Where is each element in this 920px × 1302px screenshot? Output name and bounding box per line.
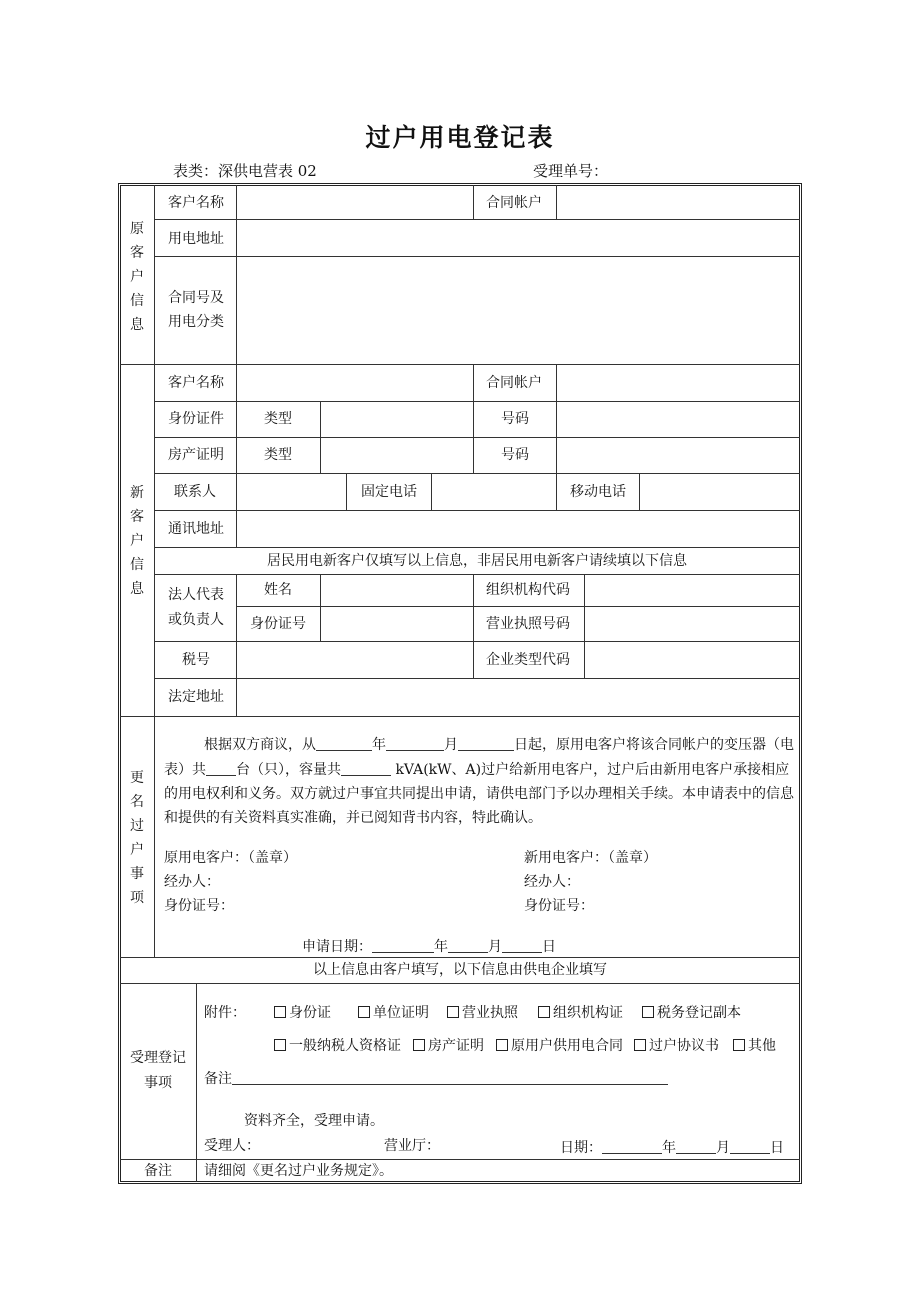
- transfer-section-label: 更名过户事项: [130, 770, 144, 906]
- legal-rep-label: 法人代表: [168, 587, 224, 603]
- attachment-checkbox[interactable]: 原用户供用电合同: [496, 1035, 623, 1055]
- footer-remark-label: 备注: [144, 1163, 172, 1179]
- attachment-checkbox[interactable]: 组织机构证: [538, 1002, 623, 1022]
- divider-note: 以上信息由客户填写，以下信息由供电企业填写: [313, 962, 607, 978]
- attachment-checkbox[interactable]: 身份证: [274, 1002, 331, 1022]
- transfer-paragraph-line1: 根据双方商议，从 年 月 日起，原用电客户将该合同帐户的变压器（电: [204, 737, 794, 753]
- receiver-label: 受理人：: [204, 1138, 260, 1154]
- landline-label: 固定电话: [361, 484, 417, 500]
- attachment-checkbox[interactable]: 营业执照: [447, 1002, 518, 1022]
- new-contract-account-label: 合同帐户: [486, 375, 542, 391]
- acceptance-remark-label: 备注: [204, 1070, 668, 1086]
- property-type-label: 类型: [264, 447, 292, 463]
- mobile-label: 移动电话: [570, 484, 626, 500]
- orig-contract-account-label: 合同帐户: [486, 195, 542, 211]
- attachment-checkbox[interactable]: 税务登记副本: [642, 1002, 741, 1022]
- apply-date: 申请日期： 年 月 日: [302, 939, 556, 955]
- footer-remark-text: 请细阅《更名过户业务规定》。: [204, 1163, 393, 1179]
- transfer-paragraph-line4: 和提供的有关资料真实准确，并已阅知背书内容，特此确认。: [164, 810, 542, 826]
- original-customer-section-label: 原客户信息: [130, 221, 144, 333]
- person-id-label: 身份证号: [250, 616, 306, 632]
- property-cert-label: 房产证明: [168, 447, 224, 463]
- attachment-checkbox[interactable]: 房产证明: [413, 1035, 484, 1055]
- org-code-label: 组织机构代码: [486, 582, 570, 598]
- id-doc-type-label: 类型: [264, 411, 292, 427]
- attachment-checkbox[interactable]: 过户协议书: [634, 1035, 719, 1055]
- attachments-label: 附件：: [204, 1005, 246, 1021]
- acceptance-section-label: 受理登记: [130, 1050, 186, 1066]
- residential-notice: 居民用电新客户仅填写以上信息，非居民用电新客户请续填以下信息: [267, 553, 687, 569]
- id-doc-label: 身份证件: [168, 411, 224, 427]
- orig-handler-label: 经办人：: [164, 874, 220, 890]
- business-license-label: 营业执照号码: [486, 616, 570, 632]
- acceptance-date: 日期： 年 月 日: [560, 1140, 784, 1156]
- tax-no-label: 税号: [182, 652, 210, 668]
- orig-customer-name-label: 客户名称: [168, 195, 224, 211]
- form-title: 过户用电登记表: [365, 123, 555, 152]
- transfer-paragraph-line3: 的用电权利和义务。双方就过户事宜共同提出申请，请供电部门予以办理相关手续。本申请表中的信息: [164, 786, 794, 802]
- attachment-checkbox[interactable]: 其他: [733, 1035, 776, 1055]
- orig-contract-no-label: 合同号及: [168, 290, 224, 306]
- legal-rep-label-2: 或负责人: [168, 612, 224, 628]
- id-doc-number-label: 号码: [501, 411, 529, 427]
- acceptance-section-label-2: 事项: [144, 1075, 172, 1091]
- new-handler-label: 经办人：: [524, 874, 580, 890]
- new-id-no-label: 身份证号：: [524, 898, 594, 914]
- person-name-label: 姓名: [264, 582, 292, 598]
- contact-label: 联系人: [174, 484, 216, 500]
- new-customer-seal: 新用电客户：（盖章）: [524, 850, 657, 866]
- documents-complete-text: 资料齐全，受理申请。: [244, 1113, 384, 1129]
- form-frame: [118, 183, 802, 1184]
- new-customer-name-label: 客户名称: [168, 375, 224, 391]
- form-type: 表类：深供电营表 02: [173, 162, 317, 180]
- new-customer-section-label: 新客户信息: [130, 485, 144, 597]
- legal-address-label: 法定地址: [168, 689, 224, 705]
- enterprise-type-label: 企业类型代码: [486, 652, 570, 668]
- orig-id-no-label: 身份证号：: [164, 898, 234, 914]
- orig-address-label: 用电地址: [168, 231, 224, 247]
- mailing-address-label: 通讯地址: [168, 521, 224, 537]
- transfer-paragraph-line2: 表）共 台（只），容量共 kVA(kW、A)过户给新用电客户，过户后由新用电客户承接相应: [164, 762, 790, 778]
- property-number-label: 号码: [501, 447, 529, 463]
- attachment-checkbox[interactable]: 一般纳税人资格证: [274, 1035, 401, 1055]
- receipt-number-label: 受理单号：: [533, 162, 609, 180]
- orig-usage-category-label: 用电分类: [168, 314, 224, 330]
- orig-customer-seal: 原用电客户：（盖章）: [164, 850, 297, 866]
- attachment-checkbox[interactable]: 单位证明: [358, 1002, 429, 1022]
- business-hall-label: 营业厅：: [384, 1138, 440, 1154]
